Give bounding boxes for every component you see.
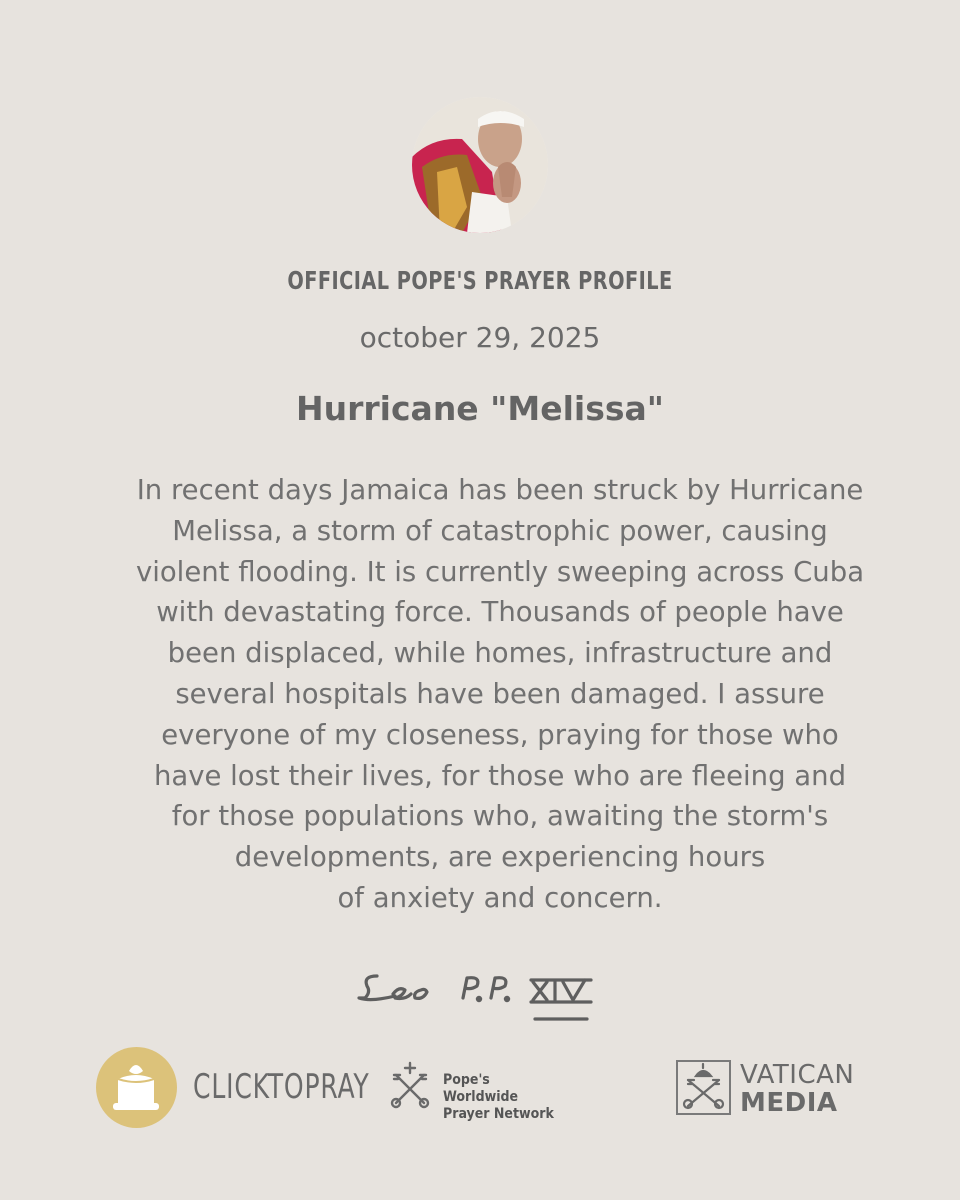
prayer-line: with devastating force. Thousands of people have [156,596,844,629]
crossed-keys-icon [388,1061,432,1109]
pope-avatar [412,97,548,233]
papal-keys-icon [678,1062,729,1113]
network-name [443,1072,556,1123]
prayer-line: been displaced, while homes, infrastructure and [167,637,833,670]
clicktopray-wordmark: CLICKTOPRAY [193,1067,370,1107]
prayer-line: violent flooding. It is currently sweeping across Cuba [135,555,865,588]
network-line2: Prayer Network [443,1106,554,1122]
pope-portrait-icon [412,97,548,233]
signature [355,962,605,1030]
signature-icon [355,962,605,1026]
prayer-line: have lost their lives, for those who are fleeing and [153,759,847,792]
prayer-line: of anxiety and concern. [337,881,663,914]
vatican-media-emblem [676,1060,731,1115]
network-line1: Pope's Worldwide [443,1072,519,1105]
vatican-media-wordmark [740,1061,854,1117]
clicktopray-branding [96,1047,556,1129]
prayer-line: In recent days Jamaica has been struck by Hurricane [136,474,864,506]
prayer-line: Melissa, a storm of catastrophic power, causing [172,514,828,547]
prayer-line: several hospitals have been damaged. I assure [175,677,825,710]
prayer-line: for those populations who, awaiting the storm's [171,800,829,833]
prayer-text [100,470,900,919]
post-date: october 29, 2025 [359,321,601,354]
candle-icon [96,1047,177,1128]
prayer-line: developments, are experiencing hours [234,841,766,874]
prayer-line: everyone of my closeness, praying for those who [161,718,839,751]
vatican-line2: MEDIA [740,1088,838,1118]
headline: Hurricane "Melissa" [296,389,664,428]
profile-label: OFFICIAL POPE'S PRAYER PROFILE [287,266,673,295]
vatican-line1: VATICAN [740,1060,855,1090]
